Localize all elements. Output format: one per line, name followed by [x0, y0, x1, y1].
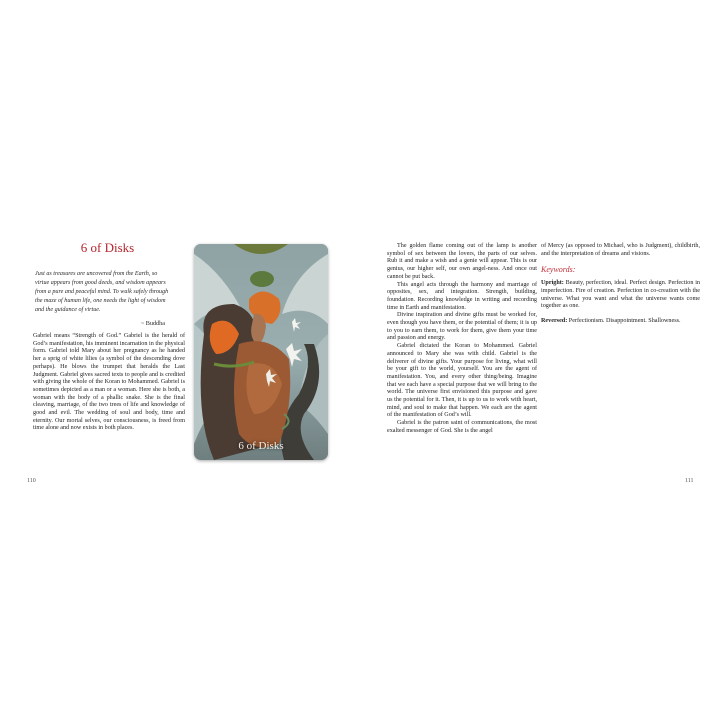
right-column-1	[387, 243, 537, 436]
page-number-left: 110	[27, 478, 36, 484]
upright-text: Beauty, perfection, ideal. Perfect design. Perfection in imperfection. Fire of creation. Perfection in co-creation with the universe. What you want and what the universe wants come together as one.	[541, 280, 700, 310]
right-column-2	[541, 243, 700, 333]
reversed-label: Reversed:	[541, 317, 568, 324]
keywords-heading: Keywords:	[541, 265, 576, 275]
reversed-text: Perfectionism. Disappointment. Shallowness.	[567, 317, 681, 324]
upright-label: Upright:	[541, 280, 564, 287]
card-title: 6 of Disks	[80, 240, 135, 255]
tarot-card-image	[194, 244, 328, 460]
card-illustration-icon	[194, 244, 328, 460]
body-paragraph: Divine inspiration and divine gifts must be worked for, even though you have them, or the potential of them; it is up to you to earn them, to work for them, give them your time and passion and energy.	[387, 312, 537, 342]
body-paragraph: of Mercy (as opposed to Michael, who is Judgment), childbirth, and the interpretation of dreams and visions.	[541, 243, 700, 257]
body-paragraph: Gabriel means “Strength of God.” Gabriel is the herald of God’s manifestation, his imminent incarnation in the physical form. Gabriel told Mary about her pregnancy as he handed her a sprig of white lilies (a symbol of the descending dove perhaps). He blows the trumpet that heralds the Last Judgment. Gabriel gives sacred texts to people and is credited with giving the whole of the Koran to Mohammed. Gabriel is sometimes depicted as a man or a woman. Here she is both, a woman with the body of a phallic snake. She is the final cleaving, marriage, of the two trees of life and knowledge of good and evil. The wedding of soul and body, time and eternity. Our mortal selves, our consciousness, is freed from time alone and now exists in both places.	[33, 333, 185, 432]
card-caption: 6 of Disks	[238, 440, 284, 452]
left-body-text	[33, 333, 185, 433]
reversed-keywords	[541, 318, 700, 326]
body-paragraph: The golden flame coming out of the lamp is another symbol of sex between the lovers, the parts of our selves. Rub it and make a wish and a genie will appear. This is our genius, our higher self, our own angel-ness. And once out cannot be put back.	[387, 243, 537, 280]
right-page	[360, 0, 720, 720]
epigraph-quote: Just as treasures are uncovered from the Earth, so virtue appears from good deeds, and wisdom appears from a pure and peaceful mind. To walk safely through the maze of human life, one needs the light of wisdom and the guidance of virtue.	[35, 271, 169, 313]
page-number-right: 111	[685, 478, 694, 484]
body-paragraph: Gabriel is the patron saint of communications, the most exalted messenger of God. She is the angel	[387, 420, 537, 434]
epigraph-attribution: ~ Buddha	[140, 320, 165, 327]
body-paragraph: This angel acts through the harmony and marriage of opposites, sex, and integration. Strength, building, foundation. Recording knowledge in writing and recording time in Earth and manifestation.	[387, 281, 537, 311]
upright-keywords	[541, 280, 700, 311]
body-paragraph: Gabriel dictated the Koran to Mohammed. Gabriel announced to Mary she was with child. Gabriel is the deliverer of divine gifts. Your purpose for living, what will be your gift to the world, yourself. You are the agent of manifestation. You, and every other thing/being. Imagine that we each have a special purpose that we will bring to the world. The universe first envisioned this purpose and gave us the potential for it. Then, it is up to us to work with heart, mind, and soul to make that happen. We each are the agent of the manifestation of God’s will.	[387, 343, 537, 419]
